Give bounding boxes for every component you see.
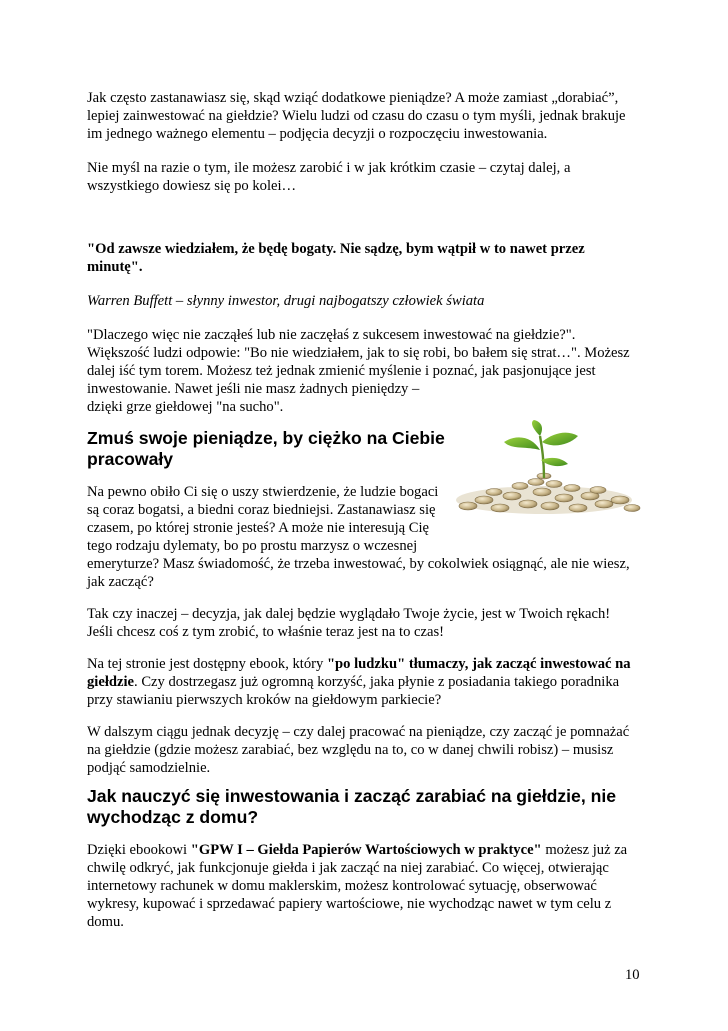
money-plant-image: [454, 420, 644, 520]
body-line: [87, 673, 619, 691]
body-line: Jeśli chcesz coś z tym zrobić, to właśnie teraz jest na to czas!: [87, 624, 444, 640]
body-line: są coraz bogatsi, a biedni coraz biedniejsi. Zastanawiasz się: [87, 502, 436, 518]
body-text: Dzięki ebookowi: [87, 842, 191, 858]
quote-line: "Od zawsze wiedziałem, że będę bogaty. Nie sądzę, bym wątpił w to nawet przez: [87, 241, 585, 257]
intro-line: Jak często zastanawiasz się, skąd wziąć dodatkowe pieniądze? A może zamiast „dorabiać”,: [87, 90, 619, 106]
body-line: Tak czy inaczej – decyzja, jak dalej będzie wyglądało Twoje życie, jest w Twoich rękach!: [87, 606, 611, 622]
section-heading: Jak nauczyć się inwestowania i zacząć zarabiać na giełdzie, nie: [87, 786, 617, 806]
body-line: Na pewno obiło Ci się o uszy stwierdzenie, że ludzie bogaci: [87, 484, 439, 500]
body-line: W dalszym ciągu jednak decyzję – czy dalej pracować na pieniądze, czy zacząć je pomnażać: [87, 724, 630, 740]
ebook-title: "GPW I – Giełda Papierów Wartościowych w praktyce": [190, 842, 542, 858]
intro-line: Nie myśl na razie o tym, ile możesz zarobić i w jak krótkim czasie – czytaj dalej, a: [87, 160, 571, 176]
body-line: inwestowanie. Nawet jeśli nie masz żadnych pieniędzy –: [87, 381, 420, 397]
body-line: [87, 655, 631, 673]
body-line: [87, 841, 627, 859]
body-line: przy stawianiu pierwszych kroków na giełdowym parkiecie?: [87, 692, 442, 708]
body-text: . Czy dostrzegasz już ogromną korzyść, jaka płynie z posiadania takiego poradnika: [134, 674, 620, 690]
body-line: dzięki grze giełdowej "na sucho".: [87, 399, 284, 415]
body-line: chwilę odkryć, jak funkcjonuje giełda i jak zacząć na niej zarabiać. Co więcej, otwierając: [87, 860, 609, 876]
intro-line: im jednego ważnego elementu – podjęcia decyzji o rozpoczęciu inwestowania.: [87, 126, 548, 142]
body-line: tego rodzaju dylematy, bo po prostu marzysz o wczesnej: [87, 538, 418, 554]
ebook-highlight: giełdzie: [87, 674, 135, 690]
intro-line: wszystkiego dowiesz się po kolei…: [87, 178, 297, 194]
intro-line: lepiej zainwestować na giełdzie? Wielu ludzi od czasu do czasu o tym myśli, jednak brakuje: [87, 108, 626, 124]
page-number: 10: [625, 967, 640, 983]
body-text: Na tej stronie jest dostępny ebook, który: [87, 656, 327, 672]
body-line: podjąć samodzielnie.: [87, 760, 211, 776]
section-heading: pracowały: [87, 449, 174, 469]
quote-author: Warren Buffett – słynny inwestor, drugi najbogatszy człowiek świata: [87, 293, 485, 309]
body-line: wykresy, kupować i sprzedawać papiery wartościowe, nie wychodząc nawet w tym celu z: [87, 896, 612, 912]
body-text: możesz już za: [541, 842, 628, 858]
quote-line: minutę".: [87, 259, 143, 275]
body-line: jak zacząć?: [87, 574, 154, 590]
body-line: internetowy rachunek w domu maklerskim, możesz kontrolować sytuację, obserwować: [87, 878, 597, 894]
section-heading: Zmuś swoje pieniądze, by ciężko na Ciebie: [87, 428, 445, 448]
body-line: domu.: [87, 914, 124, 930]
body-line: emeryturze? Masz świadomość, że trzeba inwestować, by cokolwiek osiągnąć, ale nie wiesz,: [87, 556, 630, 572]
body-line: czasem, po której stronie jesteś? A może nie interesują Cię: [87, 520, 430, 536]
body-line: "Dlaczego więc nie zacząłeś lub nie zaczęłaś z sukcesem inwestować na giełdzie?".: [87, 327, 576, 343]
ebook-highlight: "po ludzku" tłumaczy, jak zacząć inwestować na: [326, 656, 631, 672]
section-heading: wychodząc z domu?: [87, 807, 259, 827]
body-line: na giełdzie (gdzie możesz zarabiać, bez względu na to, co w danej chwili robisz) – musisz: [87, 742, 614, 758]
body-line: dalej iść tym torem. Możesz też jednak zmienić myślenie i poznać, jak pasjonujące jest: [87, 363, 596, 379]
body-line: Większość ludzi odpowie: "Bo nie wiedziałem, jak to się robi, bo bałem się strat…". Możesz: [87, 345, 630, 361]
